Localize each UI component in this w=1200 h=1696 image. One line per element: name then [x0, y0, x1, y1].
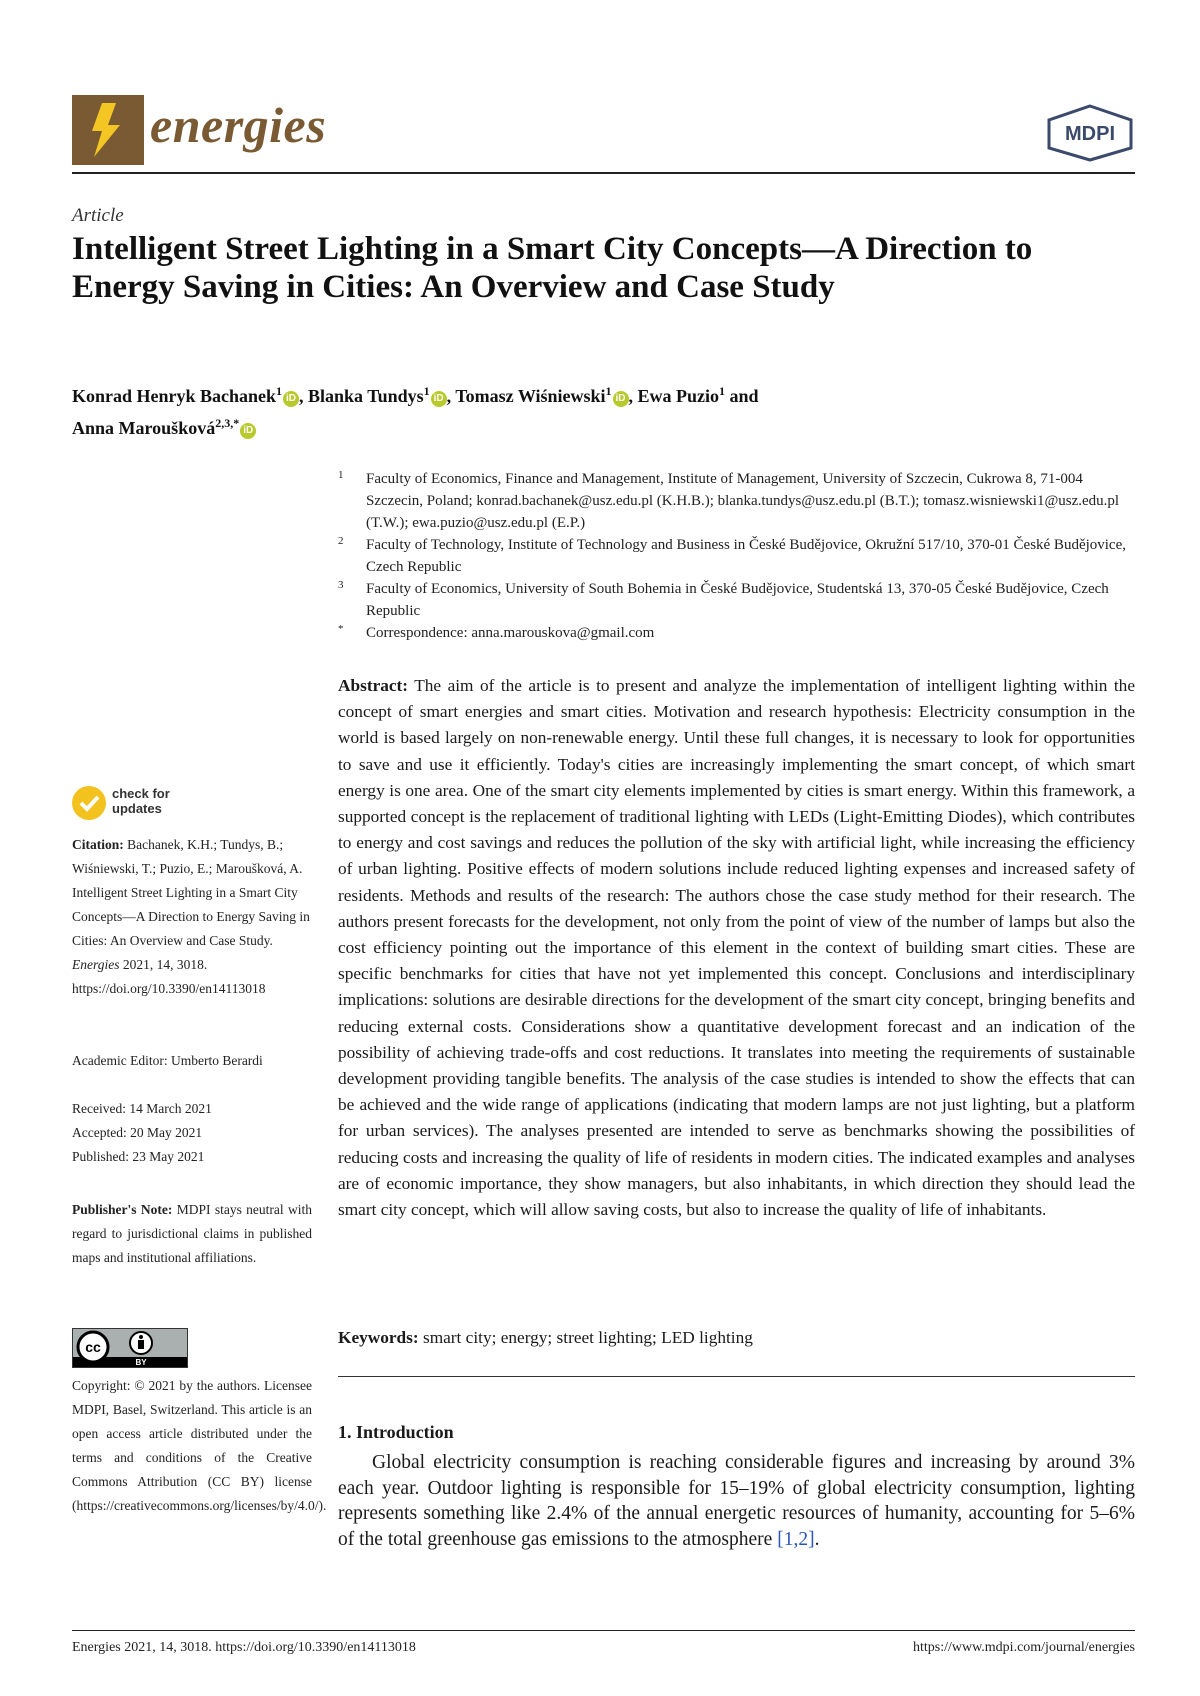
- orcid-icon[interactable]: iD: [431, 391, 447, 407]
- citation-text: Bachanek, K.H.; Tundys, B.; Wiśniewski, T.; Puzio, E.; Maroušková, A. Intelligent Street Lighting in a Smart City Concepts—A Direction to Energy Saving in Cities: An Overview and Case Study.: [72, 837, 310, 948]
- affiliation-text: Correspondence: anna.marouskova@gmail.com: [366, 625, 655, 641]
- publisher-note: [72, 1198, 312, 1270]
- author-name: Anna Maroušková: [72, 418, 216, 438]
- introduction-paragraph: [338, 1450, 1135, 1552]
- journal-logo: [72, 95, 144, 165]
- orcid-icon[interactable]: iD: [240, 423, 256, 439]
- author-name: Blanka Tundys: [308, 386, 424, 406]
- author-affiliation-marker: 1: [605, 384, 612, 398]
- publisher-note-text: MDPI stays neutral with regard to jurisdictional claims in published maps and institutional affiliations.: [72, 1202, 313, 1265]
- author-name: Konrad Henryk Bachanek: [72, 386, 277, 406]
- footer-citation: Energies 2021, 14, 3018. https://doi.org/10.3390/en14113018: [72, 1640, 416, 1655]
- abstract: [338, 673, 1135, 1223]
- academic-editor: Academic Editor: Umberto Berardi: [72, 1053, 263, 1068]
- journal-name: energies: [150, 97, 327, 153]
- affiliation-text: Faculty of Economics, University of South Bohemia in České Budějovice, Studentská 13, 370-05 České Budějovice, Czech Republic: [366, 581, 1109, 619]
- affiliation-item: [338, 468, 1138, 534]
- author-list: [72, 378, 972, 442]
- affiliation-number: 2: [338, 535, 344, 547]
- author-separator: ,: [446, 386, 456, 406]
- keywords-label: Keywords:: [338, 1328, 419, 1347]
- author-name: Tomasz Wiśniewski: [455, 386, 606, 406]
- cc-by-label: BY: [135, 1358, 147, 1367]
- orcid-icon[interactable]: iD: [283, 391, 299, 407]
- affiliation-item: [338, 622, 1138, 644]
- section-divider: [338, 1376, 1135, 1377]
- author-affiliation-marker: 1: [423, 384, 430, 398]
- citation-journal: Energies: [72, 957, 120, 972]
- keywords-text: smart city; energy; street lighting; LED lighting: [422, 1328, 753, 1347]
- article-title: Intelligent Street Lighting in a Smart City Concepts—A Direction to Energy Saving in Cities: An Overview and Case Study: [72, 231, 1033, 305]
- affiliation-number: 1: [338, 469, 344, 481]
- footer-journal-url[interactable]: https://www.mdpi.com/journal/energies: [912, 1640, 1135, 1655]
- header-divider: [72, 172, 1135, 174]
- citation-block: [72, 833, 312, 1001]
- publisher-name: MDPI: [1065, 123, 1115, 145]
- footer-divider: [72, 1630, 1135, 1631]
- author-name: Ewa Puzio: [637, 386, 720, 406]
- published-date: Published: 23 May 2021: [72, 1149, 205, 1164]
- check-icon: [72, 786, 106, 820]
- affiliation-text: Faculty of Technology, Institute of Technology and Business in České Budějovice, Okružní 517/10, 370-01 České Budějovice, Czech Republic: [366, 537, 1126, 575]
- orcid-icon[interactable]: iD: [613, 391, 629, 407]
- received-date: Received: 14 March 2021: [72, 1101, 212, 1116]
- sentence-end: .: [814, 1528, 820, 1550]
- affiliation-item: [338, 534, 1138, 578]
- accepted-date: Accepted: 20 May 2021: [72, 1125, 203, 1140]
- abstract-text: The aim of the article is to present and analyze the implementation of intelligent lighting within the concept of smart energies and smart cities. Motivation and research hypothesis: Electricity consumption in the world is based largely on non-renewable energy. Until these full changes, it is necessary to look for opportunities to save and use it efficiently. Today's cities are increasingly implementing the smart concept, of which smart energy is one area. One of the smart city elements implemented by cities is smart energy. Within this framework, a supported concept is the replacement of traditional lighting with LEDs (Light-Emitting Diodes), which contributes to energy and cost savings and reduces the pollution of the sky with artificial light, while increasing the efficiency of urban lighting. Positive effects of modern solutions include reduced lighting expenses and increased safety of residents. Methods and results of the research: The authors chose the case study method for their research. The authors present forecasts for the development, not only from the point of view of the number of lamps but also the cost efficiency pointing out the importance of this element in the context of building smart cities. These are specific benchmarks for cities that have not yet implemented this concept. Conclusions and interdisciplinary implications: solutions are desirable directions for the development of the smart city concept, bringing benefits and reducing external costs. Considerations show a quantitative development forecast and an indication of the possibility of achieving trade-offs and cost reductions. It translates into meeting the requirements of sustainable development providing tangible benefits. The analysis of the case studies is intended to show the effects that can be achieved and the wide range of applications (indicating that modern lamps are not just lighting, but a platform for urban services). The analyses presented are intended to serve as benchmarks showing the possibilities of reducing costs and increasing the quality of life of residents in modern cities. The indicated examples and analyses are of economic importance, they show managers, but also inhabitants, in which direction they should lead the smart city concept, which will allow saving costs, but also to increase the quality of life of inhabitants.: [338, 676, 1135, 1220]
- affiliation-text: Faculty of Economics, Finance and Management, Institute of Management, University of Szczecin, Cukrowa 8, 71-004 Szczecin, Poland; konrad.bachanek@usz.edu.pl (K.H.B.); blanka.tundys@usz.edu.pl (B.T.); tomasz.wisniewski1@usz.edu.pl (T.W.); ewa.puzio@usz.edu.pl (E.P.): [366, 471, 1120, 531]
- abstract-label: Abstract:: [338, 676, 409, 695]
- svg-text:cc: cc: [85, 1339, 101, 1355]
- article-type: Article: [72, 205, 124, 226]
- lightning-icon: [72, 95, 144, 165]
- keywords: [338, 1328, 1135, 1348]
- author-separator: ,: [628, 386, 638, 406]
- check-updates-line2: updates: [112, 801, 162, 816]
- mdpi-logo: [1045, 104, 1135, 162]
- section-heading-introduction: 1. Introduction: [338, 1422, 454, 1442]
- affiliation-number: 3: [338, 579, 344, 591]
- affiliations: [338, 468, 1138, 644]
- citation-label: Citation:: [72, 837, 124, 852]
- author-separator: ,: [299, 386, 309, 406]
- cc-by-license-badge[interactable]: [72, 1328, 188, 1368]
- affiliation-item: [338, 578, 1138, 622]
- author-affiliation-marker: 1: [276, 384, 283, 398]
- author-affiliation-marker: 2,3,*: [215, 416, 240, 430]
- publication-dates: [72, 1097, 312, 1169]
- citation-doi[interactable]: 2021, 14, 3018. https://doi.org/10.3390/en14113018: [72, 957, 266, 996]
- publisher-note-label: Publisher's Note:: [72, 1202, 173, 1217]
- copyright-notice: Copyright: © 2021 by the authors. Licensee MDPI, Basel, Switzerland. This article is an open access article distributed under the terms and conditions of the Creative Commons Attribution (CC BY) license (https://creativecommons.org/licenses/by/4.0/).: [72, 1378, 327, 1513]
- author-affiliation-marker: 1: [719, 384, 726, 398]
- citation-link[interactable]: [1,2]: [777, 1528, 815, 1550]
- check-updates-line1: check for: [112, 786, 170, 801]
- author-separator: and: [725, 386, 759, 406]
- introduction-text: Global electricity consumption is reaching considerable figures and increasing by around 3% each year. Outdoor lighting is responsible for 15–19% of global electricity consumption, lighting represents something like 2.4% of the annual energetic resources of humanity, accounting for 5–6% of the total greenhouse gas emissions to the atmosphere: [338, 1452, 1135, 1550]
- affiliation-number: *: [338, 623, 344, 635]
